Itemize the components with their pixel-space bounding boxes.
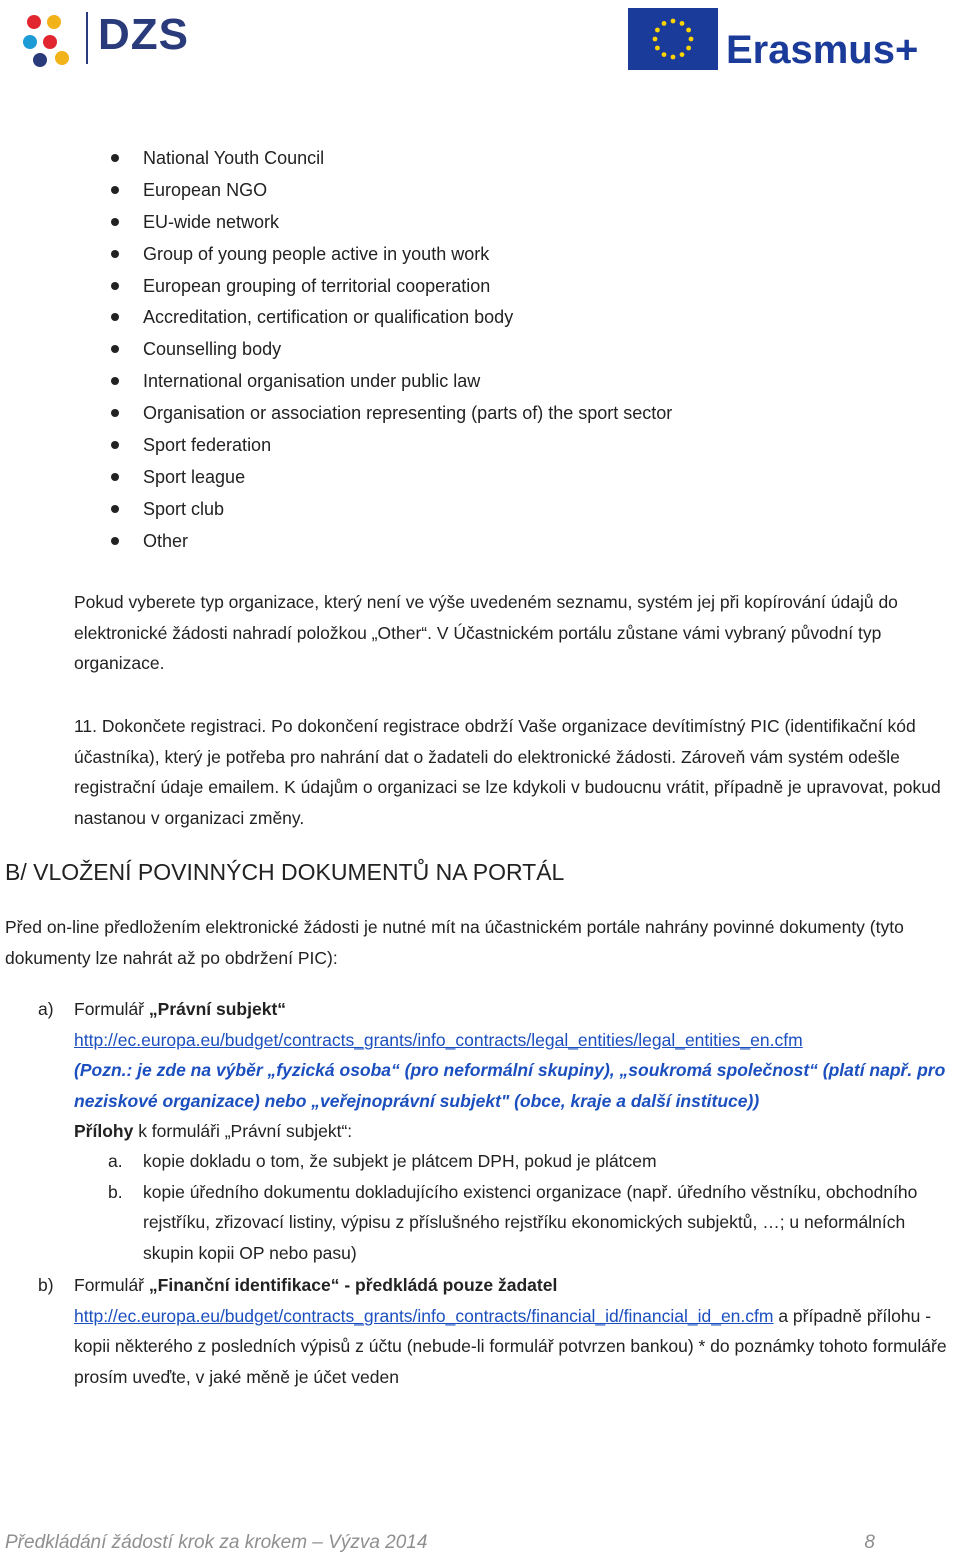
dzs-logo [20,8,200,66]
item-b-prefix: Formulář [74,1275,145,1295]
org-type-item [110,367,672,399]
bullet-icon [111,218,119,226]
legal-entities-link[interactable]: http://ec.europa.eu/budget/contracts_grants/info_contracts/legal_entities/legal_entities_en.cfm [74,1029,803,1050]
attachment-letter: b. [108,1181,123,1202]
attachment-letter: a. [108,1151,123,1171]
item-a-form-name: „Právní subjekt“ [148,999,287,1019]
logo-divider [86,12,88,64]
org-type-item [110,272,672,304]
step-number: 11. [74,716,98,736]
bullet-icon [111,282,119,290]
item-a-note: (Pozn.: je zde na výběr „fyzická osoba“ (pro neformální skupiny), „soukromá společnost“ (platí např. pro neziskové organizace) nebo „veřejnoprávní subjekt" (obce, kraje a další instituce)) [74,1060,946,1111]
org-type-label: European NGO [143,179,268,200]
attachment-item [0,1146,960,1177]
bullet-icon [111,377,119,385]
org-type-item [110,208,672,240]
attachments-list [0,1146,960,1268]
bullet-icon [111,345,119,353]
org-type-label: EU-wide network [143,211,280,232]
attachments-label: Přílohy [74,1121,134,1141]
dzs-logo-text: DZS [98,10,189,59]
step-11 [74,711,954,833]
page-number: 8 [864,1532,875,1553]
bullet-icon [111,186,119,194]
section-b-intro: Před on-line předložením elektronické žádosti je nutné mít na účastnickém portále nahrány povinné dokumenty (tyto dokumenty lze nahrát až po obdržení PIC): [5,917,904,968]
org-type-label: Sport club [143,498,225,519]
dzs-mark-icon [20,10,80,68]
org-type-item [110,335,672,367]
org-type-item [110,303,672,335]
item-a-prefix: Formulář [74,999,145,1019]
eu-flag-icon [628,8,718,70]
org-type-item [110,399,672,431]
org-type-label: National Youth Council [143,148,325,168]
other-type-text: Pokud vyberete typ organizace, který není ve výše uvedeném seznamu, systém jej při kopírování údajů do elektronické žádosti nahradí položkou „Other“. V Účastnickém portálu zůstane vámi vybraný původní typ organizace. [74,592,898,673]
org-type-label: European grouping of territorial cooperation [143,275,491,296]
financial-id-link[interactable]: http://ec.europa.eu/budget/contracts_grants/info_contracts/financial_id/financial_id_en.cfm [74,1305,774,1326]
org-type-label: Accreditation, certification or qualification body [143,307,514,328]
erasmus-logo-text: Erasmus+ [726,28,919,72]
attachment-item [0,1177,960,1269]
bullet-icon [111,154,119,162]
bullet-icon [111,313,119,321]
section-b-heading: B/ VLOŽENÍ POVINNÝCH DOKUMENTŮ NA PORTÁL [5,859,565,885]
item-b-after-link: a případně přílohu - kopii některého z posledních výpisů z účtu (nebude-li formulář potvrzen bankou) * do poznámky tohoto formuláře prosím uveďte, v jaké měně je účet veden [74,1305,947,1387]
item-b-letter: b) [38,1275,54,1295]
org-type-item [110,240,672,272]
item-b-suffix: - předkládá pouze žadatel [339,1275,558,1295]
org-type-label: Sport federation [143,435,272,456]
other-type-paragraph [74,587,954,679]
footer-title: Předkládání žádostí krok za krokem – Výzva 2014 [5,1532,428,1553]
step-text: Po dokončení registrace obdrží Vaše organizace devítimístný PIC (identifikační kód účastníka), který je potřeba pro nahrání dat o žadateli do elektronické žádosti. Zároveň vám systém odešle registrační údaje emailem. K údajům o organizaci se lze kdykoli v budoucnu vrátit, případně je upravovat, pokud nastanou v organizaci změny. [74,716,941,828]
org-type-item [110,144,672,176]
bullet-icon [111,473,119,481]
bullet-icon [111,505,119,513]
org-type-label: International organisation under public law [143,371,481,392]
bullet-icon [111,250,119,258]
item-b-form-name: „Finanční identifikace“ [148,1275,340,1295]
attachment-text: kopie dokladu o tom, že subjekt je plátcem DPH, pokud je plátcem [143,1151,657,1171]
step-title: Dokončete registraci. [101,716,267,736]
attachment-text: kopie úředního dokumentu dokladujícího existenci organizace (např. úředního věstníku, obchodního rejstříku, zřizovací listiny, výpisu z příslušného rejstříku ekonomických subjektů, …; u neformálních skupin kopii OP nebo pasu) [143,1181,918,1263]
org-type-item [110,495,672,527]
org-type-label: Organisation or association representing (parts of) the sport sector [143,403,673,424]
org-type-item [110,463,672,495]
bullet-icon [111,537,119,545]
bullet-icon [111,409,119,417]
item-a-letter: a) [38,999,54,1019]
org-type-label: Sport league [143,466,246,487]
org-type-item [110,176,672,208]
org-type-item [110,431,672,463]
org-type-label: Other [143,530,189,551]
page-footer [5,1532,875,1554]
org-type-item [110,527,672,559]
org-type-label: Group of young people active in youth work [143,243,490,264]
bullet-icon [111,441,119,449]
org-type-label: Counselling body [143,339,282,360]
org-type-list [110,144,672,559]
attachments-text: k formuláři „Právní subjekt“: [133,1121,353,1141]
erasmus-logo [628,8,938,74]
